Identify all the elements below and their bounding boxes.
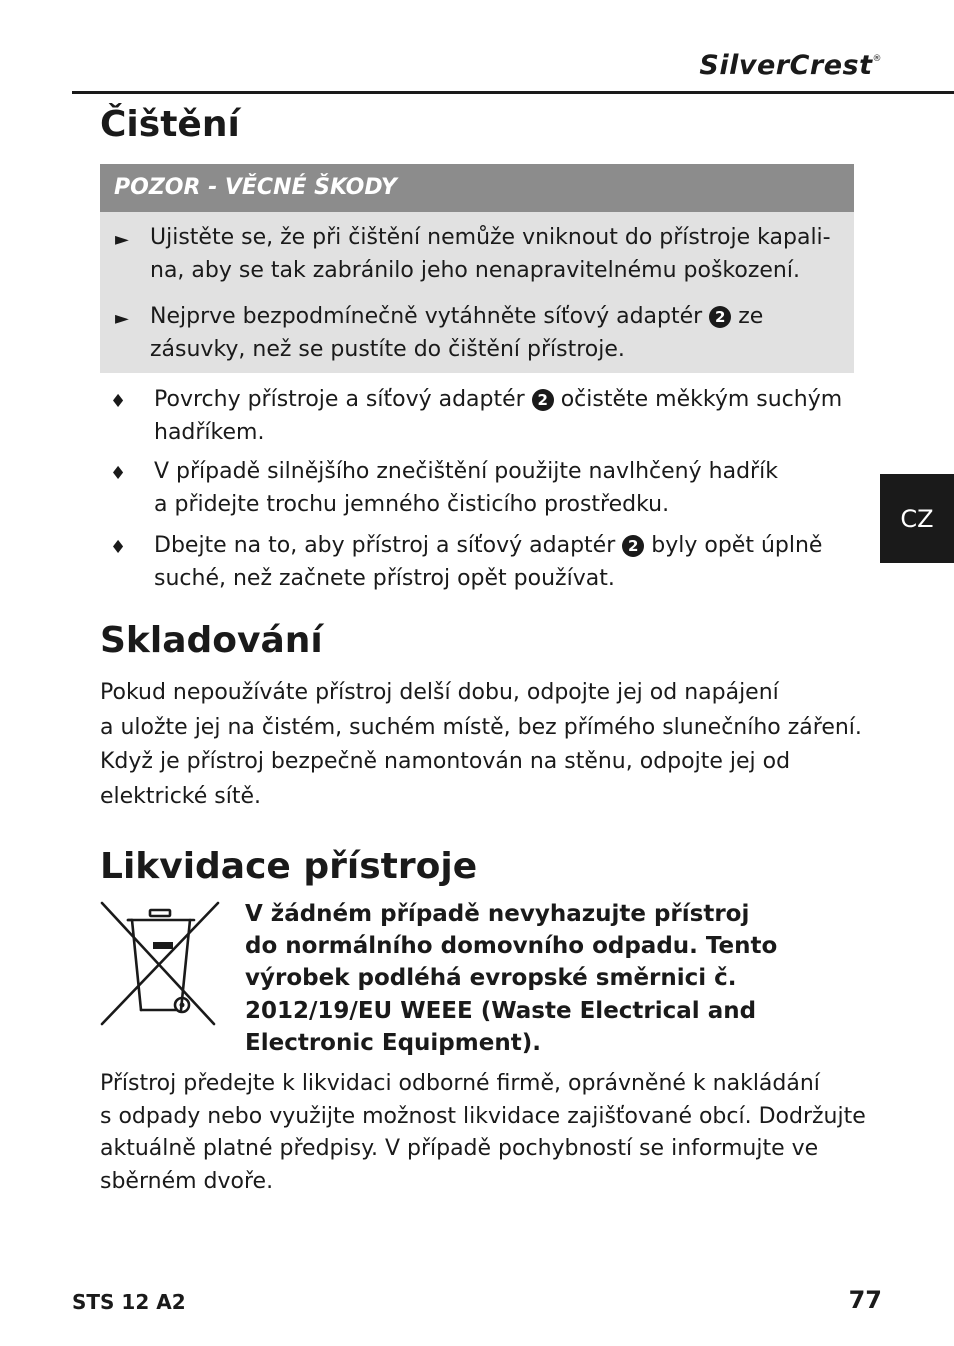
step-item [154,455,778,521]
paragraph-line: s odpady nebo využijte možnost likvidace zajišťované obcí. Dodržujte [100,1103,866,1129]
paragraph-line: Pokud nepoužíváte přístroj delší dobu, odpojte jej od napájení [100,680,779,705]
language-tab-label: CZ [900,504,934,533]
step-item-line: suché, než začnete přístroj opět používat. [154,566,615,591]
warning-item [150,221,831,287]
storage-paragraph [100,676,862,814]
step-item [154,529,822,595]
disposal-warning-line: V žádném případě nevyhazujte přístroj [245,901,750,927]
footer-model-number: STS 12 A2 [72,1290,186,1314]
step-item-line: a přidejte trochu jemného čisticího prostředku. [154,492,670,517]
section-title-storage: Skladování [100,620,323,661]
reference-number-badge: 2 [709,306,731,328]
crossed-out-wheelie-bin-icon [98,900,222,1028]
language-tab [880,474,954,563]
section-title-cleaning: Čištění [100,104,240,145]
reference-number-badge: 2 [622,535,644,557]
paragraph-line: aktuálně platné předpisy. V případě pochybností se informujte ve [100,1136,819,1161]
paragraph-line: Když je přístroj bezpečně namontován na stěnu, odpojte jej od [100,749,791,774]
warning-item-line: zásuvky, než se pustíte do čištění přístroje. [150,337,625,362]
paragraph-line: sběrném dvoře. [100,1168,274,1194]
disposal-warning-line: do normálního domovního odpadu. Tento [245,933,778,960]
step-item-line: hadříkem. [154,420,265,445]
section-title-disposal: Likvidace přístroje [100,846,478,887]
warning-heading: POZOR - VĚCNÉ ŠKODY [100,164,854,212]
footer-page-number: 77 [848,1286,882,1314]
paragraph-line: Přístroj předejte k likvidaci odborné firmě, oprávněné k nakládání [100,1071,820,1096]
warning-item-line: Nejprve bezpodmínečně vytáhněte síťový adaptér 2 ze [150,304,764,329]
step-item [154,383,842,449]
disposal-warning [245,898,777,1059]
arrow-bullet-icon: ► [115,308,129,329]
step-item-line: V případě silnějšího znečištění použijte navlhčený hadřík [154,459,778,484]
header-rule [72,91,954,94]
warning-item-line: Ujistěte se, že při čištění nemůže vniknout do přístroje kapali- [150,225,831,250]
step-item-line: Povrchy přístroje a síťový adaptér 2 očistěte měkkým suchým [154,387,843,412]
paragraph-line: a uložte jej na čistém, suchém místě, bez přímého slunečního záření. [100,714,862,740]
paragraph-line: elektrické sítě. [100,783,262,809]
warning-item-line: na, aby se tak zabránilo jeho nenapravitelnému poškození. [150,258,800,283]
reference-number-badge: 2 [532,389,554,411]
arrow-bullet-icon: ► [115,229,129,250]
warning-item [150,300,763,366]
diamond-bullet-icon: ♦ [110,463,127,484]
brand-logo: SilverCrest® [699,50,882,81]
step-item-line: Dbejte na to, aby přístroj a síťový adaptér 2 byly opět úplně [154,533,823,558]
disposal-warning-line: Electronic Equipment). [245,1029,541,1056]
disposal-paragraph [100,1068,866,1198]
diamond-bullet-icon: ♦ [110,391,127,412]
diamond-bullet-icon: ♦ [110,537,127,558]
disposal-warning-line: výrobek podléhá evropské směrnici č. [245,965,737,992]
disposal-warning-line: 2012/19/EU WEEE (Waste Electrical and [245,997,757,1024]
